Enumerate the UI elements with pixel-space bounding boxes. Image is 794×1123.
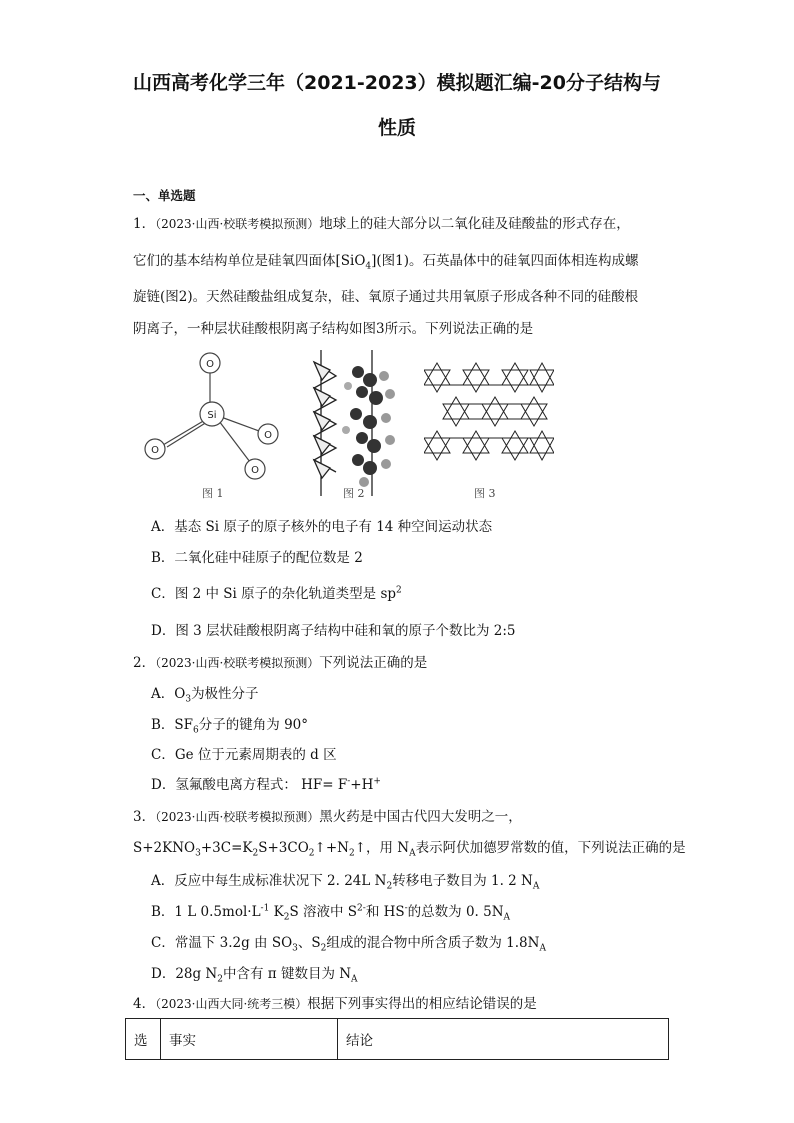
q1-option-c[interactable]: C．图 2 中 Si 原子的杂化轨道类型是 $sp^2$ — [151, 585, 402, 602]
figure-2-caption: 图 2 — [343, 487, 365, 500]
q2-option-c[interactable]: C．Ge 位于元素周期表的 d 区 — [151, 747, 337, 763]
table-header-cell: 结论 — [338, 1019, 669, 1060]
q1-option-a[interactable]: A．基态 Si 原子的原子核外的电子有 14 种空间运动状态 — [151, 519, 493, 535]
doc-title-line2: 性质 — [377, 117, 416, 139]
fig1-o-label: O — [151, 445, 159, 456]
q1-option-b[interactable]: B．二氧化硅中硅原子的配位数是 2 — [151, 550, 363, 566]
q1-line2: 它们的基本结构单位是硅氧四面体[SiO$_4$](图1)。石英晶体中的硅氧四面体相连构成螺 — [133, 253, 639, 272]
q3-equation: $S+2KNO_3+3C=K_2S+3CO_2↑+N_2↑$，用 $N_A$表示阿伏加德罗常数的值，下列说法正确的是 — [133, 840, 686, 859]
q2-stem: 2．（2023·山西·校联考模拟预测）下列说法正确的是 — [133, 655, 428, 671]
fig1-o-label: O — [251, 465, 259, 476]
section-heading: 一、单选题 — [133, 188, 196, 203]
q1-option-d[interactable]: D．图 3 层状硅酸根阴离子结构中硅和氧的原子个数比为 2:5 — [151, 623, 516, 639]
table-header-cell: 事实 — [161, 1019, 338, 1060]
q2-option-a[interactable]: A．$O_3$为极性分子 — [151, 686, 259, 705]
q1-line3: 旋链(图2)。天然硅酸盐组成复杂，硅、氧原子通过共用氧原子形成各种不同的硅酸根 — [133, 289, 639, 305]
q3-option-d[interactable]: D．28g $N_2$中含有 π 键数目为 $N_A$ — [151, 966, 358, 985]
figure-2-helix — [300, 348, 415, 498]
q4-table — [125, 1018, 669, 1060]
doc-title-line1: 山西高考化学三年（2021-2023）模拟题汇编-20分子结构与 — [133, 72, 661, 94]
q1-line1: 1．（2023·山西·校联考模拟预测）地球上的硅大部分以二氧化硅及硅酸盐的形式存在， — [133, 216, 630, 232]
table-row — [126, 1019, 669, 1060]
figure-3-caption: 图 3 — [474, 487, 496, 500]
q1-line4: 阴离子，一种层状硅酸根阴离子结构如图3所示。下列说法正确的是 — [133, 321, 534, 337]
figure-1-sio4 — [135, 345, 295, 485]
q3-option-c[interactable]: C．常温下 3.2g 由 $SO_3$、$S_2$组成的混合物中所含质子数为 $1.8N_A$ — [151, 935, 546, 954]
figure-3-layer — [424, 355, 554, 475]
table-header-cell: 选 — [126, 1019, 161, 1060]
q3-stem: 3．（2023·山西·校联考模拟预测）黑火药是中国古代四大发明之一， — [133, 809, 522, 825]
fig1-o-label: O — [264, 430, 272, 441]
q2-option-d[interactable]: D．氢氟酸电离方程式： HF= F-+H+ — [151, 776, 381, 793]
q4-stem: 4．（2023·山西大同·统考三模）根据下列事实得出的相应结论错误的是 — [133, 996, 537, 1012]
figure-1-caption: 图 1 — [202, 487, 224, 500]
q3-option-b[interactable]: B．1 L $0.5mol\cdot L^{-1}$ $K_2S$ 溶液中 $S^{2-}$和 HS-的总数为 0. $5N_A$ — [151, 903, 511, 923]
q2-option-b[interactable]: B．$SF_6$分子的键角为 90° — [151, 717, 309, 736]
fig1-o-label: O — [206, 359, 214, 370]
fig1-si-label: Si — [207, 410, 217, 421]
q3-option-a[interactable]: A．反应中每生成标准状况下 2. 24L $N_2$转移电子数目为 1. 2 $N_A$ — [151, 873, 540, 892]
